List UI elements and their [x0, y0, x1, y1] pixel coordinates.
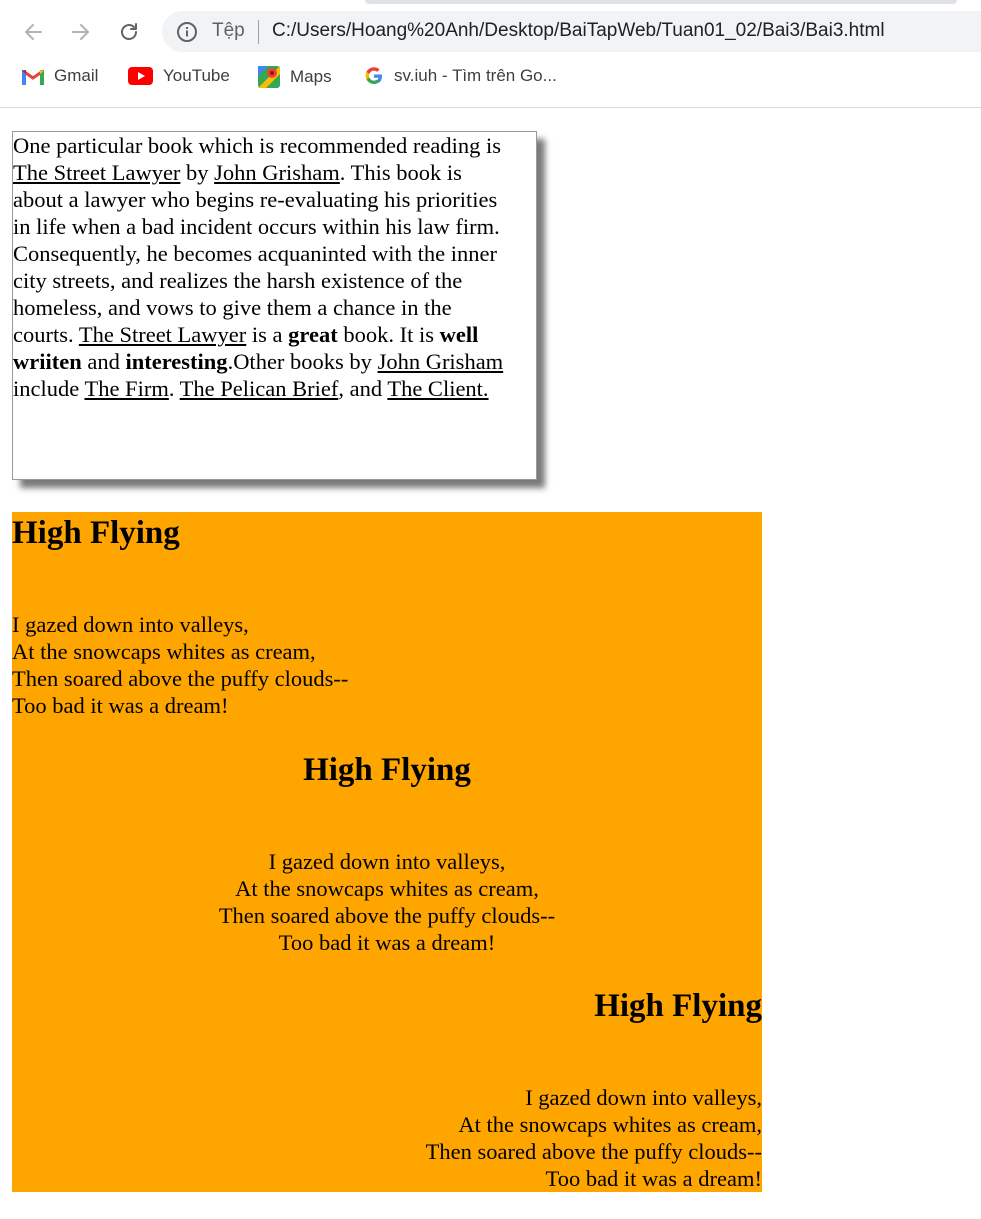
- poem-verse-right: [426, 1084, 762, 1192]
- text: .: [168, 376, 180, 401]
- bookmark-youtube[interactable]: [128, 66, 230, 86]
- poem-section: [12, 512, 762, 1192]
- forward-button[interactable]: [63, 14, 99, 50]
- book-recommendation-box: [12, 131, 537, 480]
- link-john-grisham-2[interactable]: John Grisham: [377, 349, 504, 374]
- youtube-icon: [128, 67, 153, 85]
- poem-title-left: High Flying: [12, 515, 180, 551]
- poem-line: At the snowcaps whites as cream,: [12, 639, 316, 664]
- link-the-street-lawyer-2[interactable]: The Street Lawyer: [78, 322, 247, 347]
- poem-title-center: High Flying: [303, 752, 471, 788]
- poem-title-right: High Flying: [594, 988, 762, 1024]
- bookmark-label: sv.iuh - Tìm trên Go...: [394, 66, 557, 85]
- active-tab-edge: [365, 0, 957, 4]
- link-john-grisham[interactable]: John Grisham: [214, 160, 340, 185]
- text: One particular book which is recommended reading is: [13, 133, 501, 158]
- bookmark-label: Maps: [290, 67, 332, 86]
- bookmark-gmail[interactable]: [22, 66, 98, 86]
- poem-line: At the snowcaps whites as cream,: [235, 876, 539, 901]
- bookmark-google-search[interactable]: [364, 66, 557, 86]
- file-scheme-label: Tệp: [212, 20, 245, 41]
- poem-line: I gazed down into valleys,: [525, 1085, 762, 1110]
- maps-icon: [258, 66, 280, 88]
- poem-line: Then soared above the puffy clouds--: [425, 1139, 762, 1164]
- text: book. It is: [337, 322, 440, 347]
- link-the-street-lawyer[interactable]: The Street Lawyer: [13, 160, 181, 185]
- text: and: [81, 349, 126, 374]
- info-icon[interactable]: [176, 21, 198, 43]
- poem-line: At the snowcaps whites as cream,: [458, 1112, 762, 1137]
- bookmarks-bar: [0, 62, 981, 96]
- poem-line: I gazed down into valleys,: [268, 849, 506, 874]
- google-icon: [364, 66, 384, 86]
- link-the-pelican-brief[interactable]: The Pelican Brief: [179, 376, 339, 401]
- back-button[interactable]: [15, 14, 51, 50]
- link-the-client[interactable]: The Client.: [387, 376, 489, 401]
- arrow-right-icon: [70, 21, 92, 43]
- poem-line: Too bad it was a dream!: [545, 1166, 762, 1191]
- poem-line: Then soared above the puffy clouds--: [218, 903, 556, 928]
- link-the-firm[interactable]: The Firm: [84, 376, 169, 401]
- address-bar[interactable]: [162, 11, 981, 52]
- poem-line: Too bad it was a dream!: [12, 693, 229, 718]
- poem-line: I gazed down into valleys,: [12, 612, 249, 637]
- poem-line: Too bad it was a dream!: [278, 930, 496, 955]
- text: . This book is about a lawyer who begins re-evaluating his priorities in life when a bad incident occurs within his law firm. Consequently, he becomes acquaninted with the inner city streets, and realizes the harsh existence of the homeless, and vows to give them a chance in the courts.: [13, 160, 500, 347]
- url-text[interactable]: C:/Users/Hoang%20Anh/Desktop/BaiTapWeb/Tuan01_02/Bai3/Bai3.html: [272, 20, 885, 41]
- poem-verse-center: [12, 848, 762, 956]
- bookmark-maps[interactable]: [258, 66, 332, 88]
- bookmark-label: YouTube: [163, 66, 230, 85]
- text: , and: [338, 376, 388, 401]
- book-paragraph: [13, 132, 513, 402]
- bold-well-written: well wriiten: [13, 322, 479, 374]
- reload-button[interactable]: [111, 14, 147, 50]
- text: by: [180, 160, 215, 185]
- bold-interesting: interesting: [125, 349, 228, 374]
- omnibox-separator: [258, 20, 259, 44]
- browser-toolbar: [0, 0, 981, 108]
- poem-line: Then soared above the puffy clouds--: [12, 666, 349, 691]
- text: .Other books by: [227, 349, 378, 374]
- arrow-left-icon: [22, 21, 44, 43]
- bookmark-label: Gmail: [54, 66, 99, 85]
- text: is a: [246, 322, 289, 347]
- text: include: [13, 376, 85, 401]
- reload-icon: [118, 21, 140, 43]
- bold-great: great: [288, 322, 338, 347]
- poem-verse-left: [12, 611, 348, 719]
- gmail-icon: [22, 68, 44, 85]
